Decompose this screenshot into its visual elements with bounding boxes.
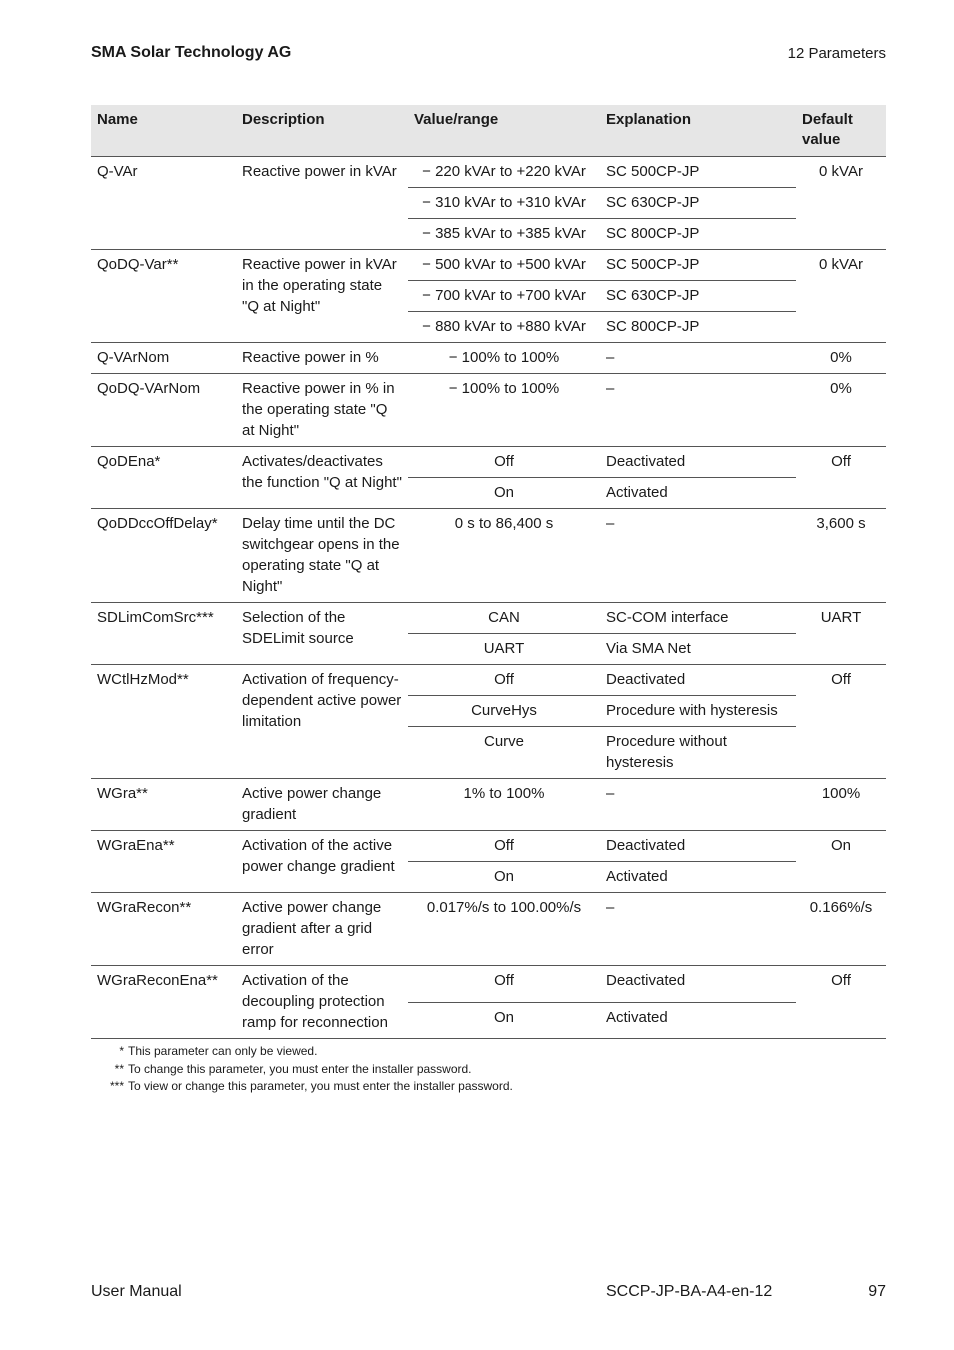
param-default-value: 0.166%/s — [796, 893, 886, 966]
param-description: Delay time until the DC switchgear opens in the operating state "Q at Night" — [236, 509, 408, 603]
param-default-value: Off — [796, 447, 886, 509]
param-explanation: – — [600, 343, 796, 374]
col-header-description: Description — [236, 105, 408, 157]
param-explanation: Via SMA Net — [600, 634, 796, 665]
param-name: QoDQ-VArNom — [91, 374, 236, 447]
param-explanation: Procedure with hysteresis — [600, 696, 796, 727]
company-name: SMA Solar Technology AG — [91, 44, 292, 61]
param-explanation: SC 500CP-JP — [600, 157, 796, 188]
param-description: Active power change gradient — [236, 779, 408, 831]
table-row — [91, 603, 886, 634]
table-row — [91, 665, 886, 696]
param-explanation: Deactivated — [600, 447, 796, 478]
param-explanation: SC-COM interface — [600, 603, 796, 634]
param-name: Q-VArNom — [91, 343, 236, 374]
param-default-value: 3,600 s — [796, 509, 886, 603]
param-value-range: 0.017%/s to 100.00%/s — [408, 893, 600, 966]
col-header-name: Name — [91, 105, 236, 157]
param-name: WGraEna** — [91, 831, 236, 893]
param-value-range: − 310 kVAr to +310 kVAr — [408, 188, 600, 219]
param-name: QoDDccOffDelay* — [91, 509, 236, 603]
col-header-default-value: Default value — [796, 105, 886, 157]
param-default-value: 0 kVAr — [796, 250, 886, 343]
param-value-range: − 100% to 100% — [408, 374, 600, 447]
parameters-table — [91, 105, 886, 1039]
param-value-range: Off — [408, 665, 600, 696]
table-row — [91, 447, 886, 478]
param-value-range: − 100% to 100% — [408, 343, 600, 374]
param-explanation: – — [600, 374, 796, 447]
param-default-value: 0% — [796, 374, 886, 447]
table-header-row — [91, 105, 886, 157]
param-value-range: Curve — [408, 727, 600, 779]
param-explanation: Procedure without hysteresis — [600, 727, 796, 779]
param-value-range: − 700 kVAr to +700 kVAr — [408, 281, 600, 312]
param-explanation: Activated — [600, 862, 796, 893]
param-value-range: 1% to 100% — [408, 779, 600, 831]
param-default-value: 0 kVAr — [796, 157, 886, 250]
section-title: 12 Parameters — [787, 45, 886, 62]
footer-document-id: SCCP-JP-BA-A4-en-12 — [606, 1283, 773, 1300]
footer-page-number: 97 — [868, 1283, 886, 1300]
param-explanation: Activated — [600, 1002, 796, 1039]
param-default-value: Off — [796, 665, 886, 779]
param-value-range: UART — [408, 634, 600, 665]
footnote-mark: * — [119, 1044, 124, 1058]
param-value-range: CurveHys — [408, 696, 600, 727]
param-value-range: − 385 kVAr to +385 kVAr — [408, 219, 600, 250]
table-row — [91, 779, 886, 831]
param-name: SDLimComSrc*** — [91, 603, 236, 665]
param-default-value: On — [796, 831, 886, 893]
footnote-text: To view or change this parameter, you must enter the installer password. — [128, 1079, 513, 1093]
param-explanation: – — [600, 509, 796, 603]
param-explanation: Deactivated — [600, 831, 796, 862]
col-header-value-range: Value/range — [408, 105, 600, 157]
param-explanation: SC 500CP-JP — [600, 250, 796, 281]
col-header-explanation: Explanation — [600, 105, 796, 157]
table-row — [91, 343, 886, 374]
table-row — [91, 374, 886, 447]
param-value-range: On — [408, 478, 600, 509]
footnote-text: To change this parameter, you must enter the installer password. — [128, 1061, 472, 1076]
param-explanation: – — [600, 893, 796, 966]
param-name: WGraReconEna** — [91, 966, 236, 1039]
param-default-value: Off — [796, 966, 886, 1039]
footnote — [98, 1078, 513, 1096]
param-value-range: On — [408, 1002, 600, 1039]
param-description: Activates/deactivates the function "Q at Night" — [236, 447, 408, 509]
param-name: QoDQ-Var** — [91, 250, 236, 343]
footnote-mark: ** — [114, 1061, 124, 1076]
table-row — [91, 831, 886, 862]
param-value-range: Off — [408, 966, 600, 1003]
param-description: Activation of the decoupling protection ramp for reconnection — [236, 966, 408, 1039]
param-default-value: UART — [796, 603, 886, 665]
param-description: Reactive power in % in the operating state "Q at Night" — [236, 374, 408, 447]
table-row — [91, 966, 886, 1003]
param-description: Active power change gradient after a grid error — [236, 893, 408, 966]
table-row — [91, 509, 886, 603]
param-explanation: Activated — [600, 478, 796, 509]
param-explanation: SC 800CP-JP — [600, 312, 796, 343]
param-explanation: – — [600, 779, 796, 831]
param-value-range: 0 s to 86,400 s — [408, 509, 600, 603]
param-value-range: Off — [408, 447, 600, 478]
param-explanation: SC 800CP-JP — [600, 219, 796, 250]
footer-document-type: User Manual — [91, 1283, 182, 1300]
param-default-value: 0% — [796, 343, 886, 374]
param-description: Activation of frequency-dependent active power limitation — [236, 665, 408, 779]
param-value-range: − 500 kVAr to +500 kVAr — [408, 250, 600, 281]
param-value-range: CAN — [408, 603, 600, 634]
footnote-mark: *** — [109, 1079, 124, 1093]
param-value-range: − 880 kVAr to +880 kVAr — [408, 312, 600, 343]
param-name: WCtlHzMod** — [91, 665, 236, 779]
param-value-range: On — [408, 862, 600, 893]
param-explanation: SC 630CP-JP — [600, 281, 796, 312]
param-name: WGraRecon** — [91, 893, 236, 966]
footnote — [98, 1043, 513, 1061]
param-description: Reactive power in kVAr in the operating state "Q at Night" — [236, 250, 408, 343]
footnote-text: This parameter can only be viewed. — [128, 1044, 318, 1058]
footnotes — [98, 1043, 513, 1096]
param-value-range: Off — [408, 831, 600, 862]
param-explanation: SC 630CP-JP — [600, 188, 796, 219]
param-name: Q-VAr — [91, 157, 236, 250]
param-name: QoDEna* — [91, 447, 236, 509]
param-explanation: Deactivated — [600, 665, 796, 696]
param-description: Reactive power in % — [236, 343, 408, 374]
param-description: Selection of the SDELimit source — [236, 603, 408, 665]
table-row — [91, 250, 886, 281]
param-value-range: − 220 kVAr to +220 kVAr — [408, 157, 600, 188]
param-description: Reactive power in kVAr — [236, 157, 408, 250]
param-explanation: Deactivated — [600, 966, 796, 1003]
footnote — [98, 1061, 513, 1079]
param-default-value: 100% — [796, 779, 886, 831]
param-description: Activation of the active power change gradient — [236, 831, 408, 893]
table-row — [91, 893, 886, 966]
table-row — [91, 157, 886, 188]
param-name: WGra** — [91, 779, 236, 831]
